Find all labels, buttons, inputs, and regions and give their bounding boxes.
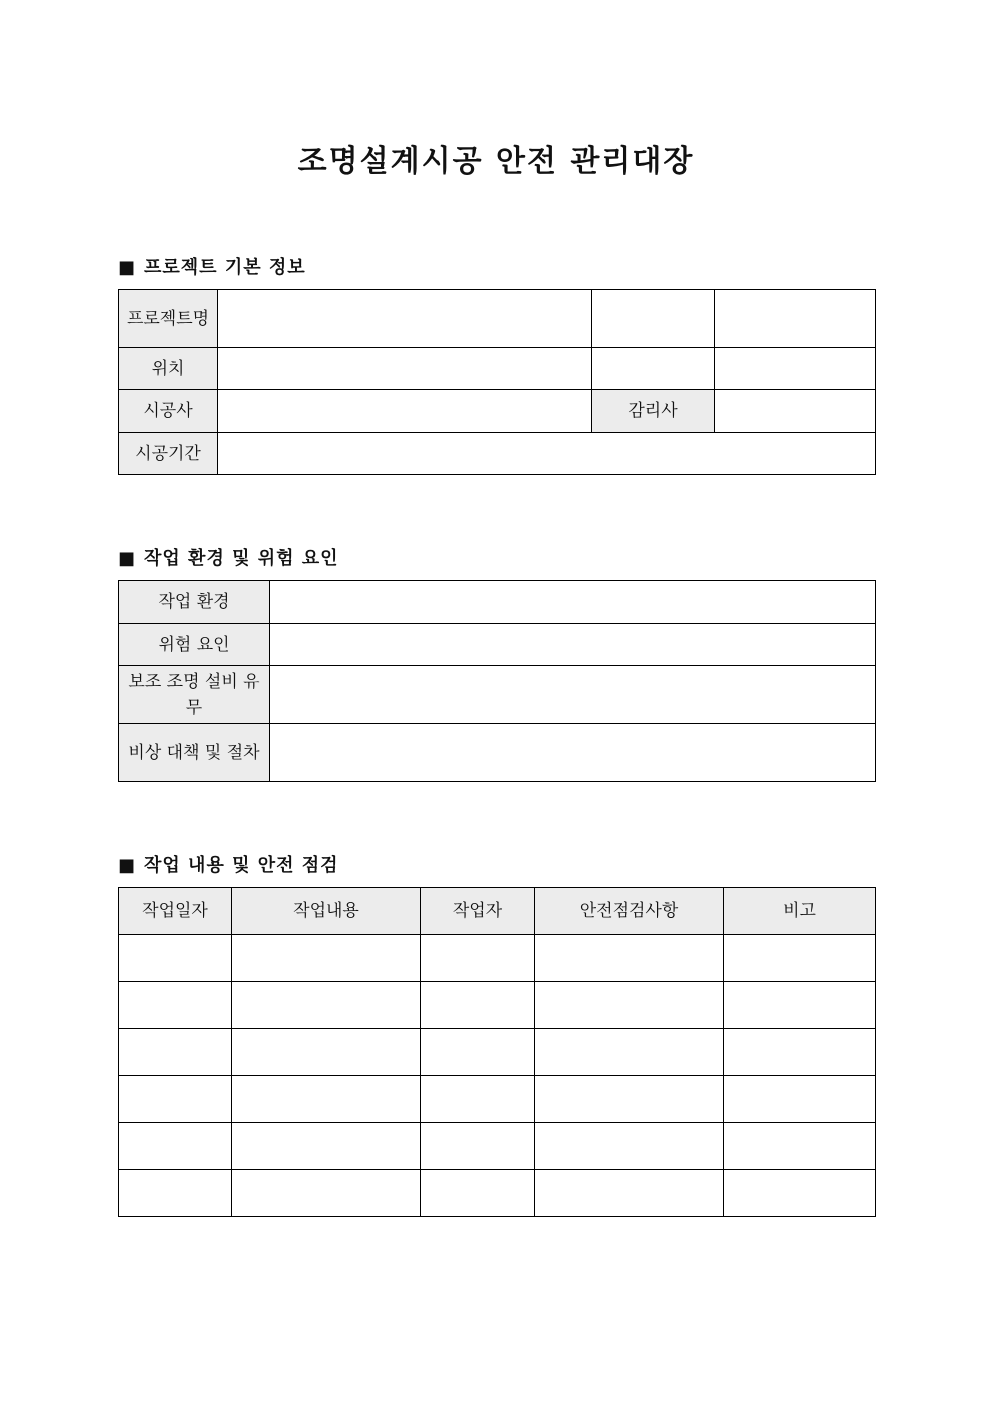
project-name-label: 프로젝트명 bbox=[119, 290, 218, 348]
table-row bbox=[119, 348, 876, 390]
location-label: 위치 bbox=[119, 348, 218, 390]
table-cell[interactable] bbox=[119, 1029, 232, 1076]
contractor-field[interactable] bbox=[218, 390, 592, 433]
table-cell[interactable] bbox=[724, 1076, 876, 1123]
table-cell[interactable] bbox=[232, 982, 421, 1029]
table-row bbox=[119, 1076, 876, 1123]
square-bullet-icon: ■ bbox=[118, 257, 137, 278]
table-cell[interactable] bbox=[535, 935, 724, 982]
supervisor-label: 감리사 bbox=[592, 390, 715, 433]
table-cell[interactable] bbox=[724, 1170, 876, 1217]
period-field[interactable] bbox=[218, 433, 876, 475]
hazard-factors-field[interactable] bbox=[270, 624, 876, 666]
blank-cell[interactable] bbox=[715, 290, 876, 348]
table-row bbox=[119, 581, 876, 624]
column-header-work-content: 작업내용 bbox=[232, 888, 421, 935]
table-cell[interactable] bbox=[119, 1123, 232, 1170]
supervisor-field[interactable] bbox=[715, 390, 876, 433]
square-bullet-icon: ■ bbox=[118, 855, 137, 876]
column-header-work-date: 작업일자 bbox=[119, 888, 232, 935]
section-heading-work-log bbox=[118, 851, 339, 877]
table-cell[interactable] bbox=[232, 1123, 421, 1170]
environment-table bbox=[118, 580, 876, 782]
table-row bbox=[119, 390, 876, 433]
column-header-safety-check: 안전점검사항 bbox=[535, 888, 724, 935]
auxiliary-lighting-field[interactable] bbox=[270, 666, 876, 724]
blank-cell[interactable] bbox=[715, 348, 876, 390]
table-cell[interactable] bbox=[421, 1170, 535, 1217]
location-field[interactable] bbox=[218, 348, 592, 390]
table-cell[interactable] bbox=[232, 1076, 421, 1123]
table-cell[interactable] bbox=[232, 1029, 421, 1076]
table-cell[interactable] bbox=[232, 1170, 421, 1217]
table-cell[interactable] bbox=[535, 1170, 724, 1217]
section-title: 작업 내용 및 안전 점검 bbox=[144, 855, 339, 876]
table-cell[interactable] bbox=[535, 982, 724, 1029]
section-heading-basic-info bbox=[118, 253, 306, 279]
table-row bbox=[119, 1123, 876, 1170]
table-cell[interactable] bbox=[535, 1123, 724, 1170]
basic-info-table bbox=[118, 289, 876, 475]
table-row bbox=[119, 982, 876, 1029]
section-title: 프로젝트 기본 정보 bbox=[144, 257, 306, 278]
table-cell[interactable] bbox=[724, 1029, 876, 1076]
table-row bbox=[119, 624, 876, 666]
blank-cell[interactable] bbox=[592, 348, 715, 390]
table-cell[interactable] bbox=[724, 935, 876, 982]
auxiliary-lighting-label: 보조 조명 설비 유무 bbox=[119, 666, 270, 724]
column-header-remarks: 비고 bbox=[724, 888, 876, 935]
table-row bbox=[119, 1029, 876, 1076]
column-header-worker: 작업자 bbox=[421, 888, 535, 935]
work-environment-field[interactable] bbox=[270, 581, 876, 624]
period-label: 시공기간 bbox=[119, 433, 218, 475]
table-cell[interactable] bbox=[421, 1029, 535, 1076]
table-cell[interactable] bbox=[421, 935, 535, 982]
table-cell[interactable] bbox=[119, 935, 232, 982]
contractor-label: 시공사 bbox=[119, 390, 218, 433]
table-cell[interactable] bbox=[119, 1170, 232, 1217]
table-cell[interactable] bbox=[724, 982, 876, 1029]
table-cell[interactable] bbox=[421, 1076, 535, 1123]
square-bullet-icon: ■ bbox=[118, 548, 137, 569]
emergency-procedures-label: 비상 대책 및 절차 bbox=[119, 724, 270, 782]
table-row bbox=[119, 290, 876, 348]
table-cell[interactable] bbox=[232, 935, 421, 982]
table-cell[interactable] bbox=[724, 1123, 876, 1170]
table-row bbox=[119, 935, 876, 982]
emergency-procedures-field[interactable] bbox=[270, 724, 876, 782]
table-cell[interactable] bbox=[535, 1076, 724, 1123]
table-row bbox=[119, 1170, 876, 1217]
section-heading-environment bbox=[118, 544, 339, 570]
table-cell[interactable] bbox=[535, 1029, 724, 1076]
table-row bbox=[119, 433, 876, 475]
section-title: 작업 환경 및 위험 요인 bbox=[144, 548, 339, 569]
table-cell[interactable] bbox=[119, 1076, 232, 1123]
work-log-table bbox=[118, 887, 876, 1217]
table-header-row bbox=[119, 888, 876, 935]
table-row bbox=[119, 724, 876, 782]
project-name-field[interactable] bbox=[218, 290, 592, 348]
table-cell[interactable] bbox=[119, 982, 232, 1029]
work-environment-label: 작업 환경 bbox=[119, 581, 270, 624]
table-cell[interactable] bbox=[421, 982, 535, 1029]
table-cell[interactable] bbox=[421, 1123, 535, 1170]
table-row bbox=[119, 666, 876, 724]
hazard-factors-label: 위험 요인 bbox=[119, 624, 270, 666]
blank-cell[interactable] bbox=[592, 290, 715, 348]
document-title: 조명설계시공 안전 관리대장 bbox=[297, 144, 695, 179]
